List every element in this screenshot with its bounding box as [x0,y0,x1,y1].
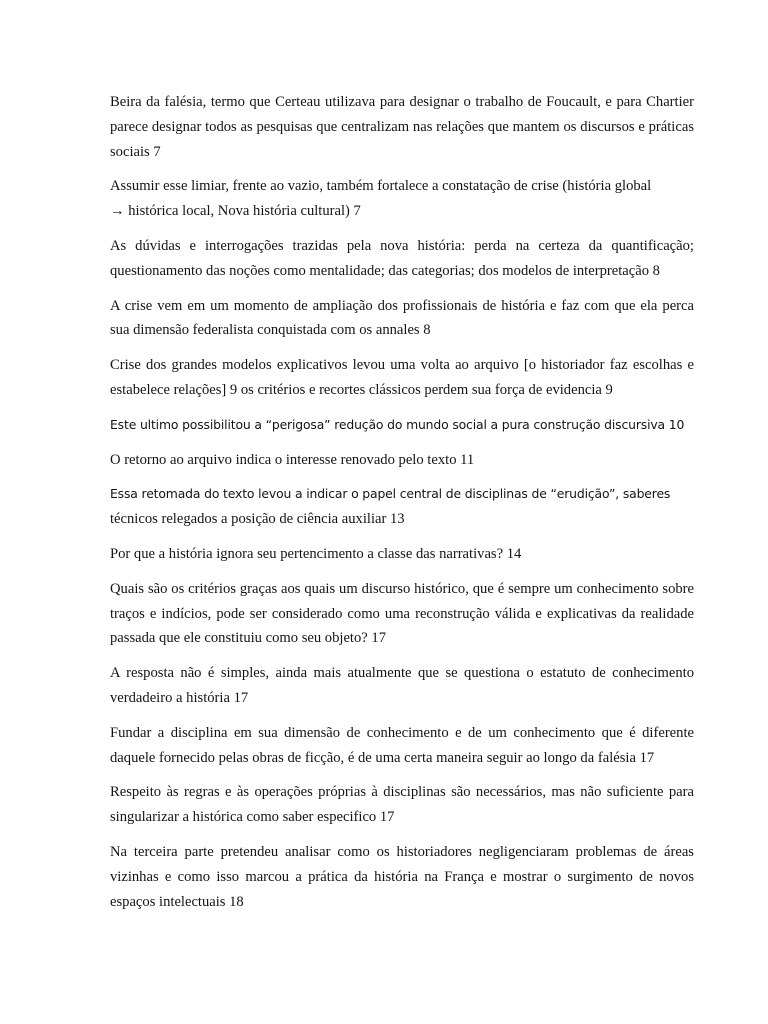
paragraph-12: Fundar a disciplina em sua dimensão de conhecimento e de um conhecimento que é diferente daquele fornecido pelas obras de ficção, é de uma certa maneira seguir ao longo da falésia 17 [110,724,694,766]
paragraph-8 [110,482,694,532]
paragraph-8-text-a: Essa retomada do texto levou a indicar o papel central de disciplinas de “erudição”, saberes [110,486,671,502]
paragraph-3: As dúvidas e interrogações trazidas pela nova história: perda na certeza da quantificação; questionamento das noções como mentalidade; das categorias; dos modelos de interpretação 8 [110,237,694,279]
paragraph-8-text-b: técnicos relegados a posição de ciência auxiliar 13 [110,511,405,528]
arrow-right-icon: → [110,203,125,220]
paragraph-13: Respeito às regras e às operações próprias à disciplinas são necessários, mas não suficiente para singularizar a histórica como saber especifico 17 [110,784,694,826]
paragraph-10: Quais são os critérios graças aos quais um discurso histórico, que é sempre um conhecimento sobre traços e indícios, pode ser considerado como uma reconstrução válida e explicativas da realidade passada que ele constituiu como seu objeto? 17 [110,580,694,647]
document-page [110,90,694,924]
paragraph-1: Beira da falésia, termo que Certeau utilizava para designar o trabalho de Foucault, e para Chartier parece designar todos as pesquisas que centralizam nas relações que mantem os discursos e práticas sociais 7 [110,94,694,160]
paragraph-14: Na terceira parte pretendeu analisar como os historiadores negligenciaram problemas de áreas vizinhas e como isso marcou a prática da história na França e mostrar o surgimento de novos espaços intelectuais 18 [110,843,694,910]
paragraph-2 [110,174,694,224]
paragraph-4: A crise vem em um momento de ampliação dos profissionais de história e faz com que ela perca sua dimensão federalista conquistada com os annales 8 [110,297,694,339]
paragraph-2-text-b: histórica local, Nova história cultural) 7 [124,203,361,220]
paragraph-7: O retorno ao arquivo indica o interesse renovado pelo texto 11 [110,451,475,468]
paragraph-11: A resposta não é simples, ainda mais atualmente que se questiona o estatuto de conhecimento verdadeiro a história 17 [110,665,694,706]
paragraph-6: Este ultimo possibilitou a “perigosa” redução do mundo social a pura construção discursiva 10 [110,416,685,432]
paragraph-9: Por que a história ignora seu pertencimento a classe das narrativas? 14 [110,545,522,562]
paragraph-2-text-a: Assumir esse limiar, frente ao vazio, também fortalece a constatação de crise (história global [110,178,652,195]
paragraph-5: Crise dos grandes modelos explicativos levou uma volta ao arquivo [o historiador faz escolhas e estabelece relações] 9 os critérios e recortes clássicos perdem sua força de evidencia 9 [110,357,694,398]
